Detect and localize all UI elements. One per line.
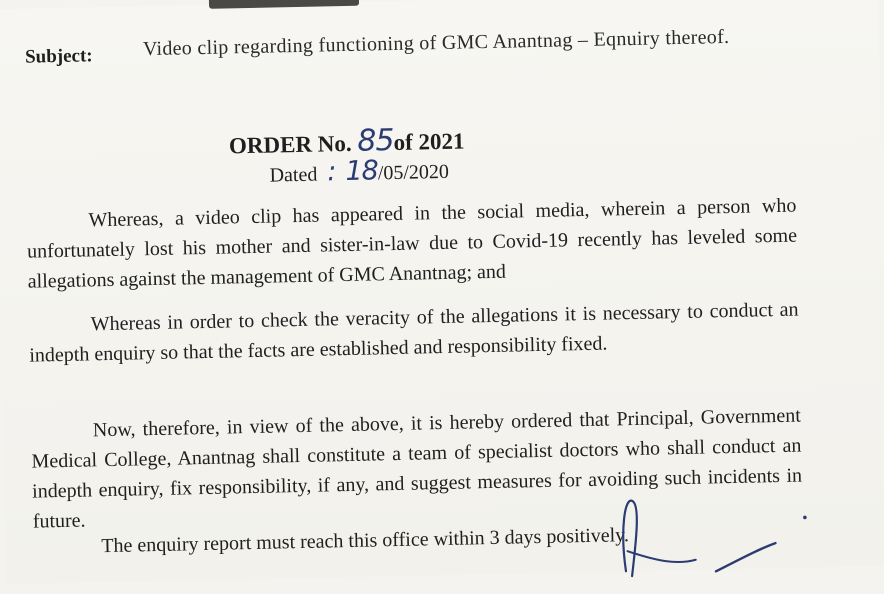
- paragraph-2: Whereas in order to check the veracity of the allegations it is necessary to conduct an indepth enquiry so that the facts are established and responsibility fixed.: [29, 298, 799, 367]
- dated-day-handwritten: 18: [345, 155, 379, 187]
- order-suffix: of 2021: [393, 128, 465, 155]
- paragraph-1: Whereas, a video clip has appeared in the social media, wherein a person who unfortunately lost his mother and sister-in-law due to Covid-19 recently has leveled some allegations against the management of GMC Anantnag; and: [26, 194, 798, 293]
- signature-scribble: [564, 487, 826, 582]
- subject-text: Video clip regarding functioning of GMC Anantnag – Eqnuiry thereof.: [142, 25, 730, 61]
- paragraph-4: The enquiry report must reach this office within 3 days positively.: [101, 524, 630, 558]
- paragraph-3: Now, therefore, in view of the above, it is hereby ordered that Principal, Government Medical College, Anantnag shall constitute a team of specialist doctors who shall conduct an indepth enquiry, fix responsibility, if any, and suggest measures for avoiding such incidents in future.: [31, 404, 803, 533]
- dated-line: [269, 154, 449, 189]
- order-prefix: ORDER No.: [228, 130, 352, 159]
- cropped-heading-remnant: [209, 0, 359, 9]
- dated-label: Dated: [269, 163, 318, 187]
- subject-label: Subject:: [24, 45, 93, 68]
- dated-rest: /05/2020: [377, 160, 450, 185]
- order-number-handwritten: 85: [356, 122, 394, 159]
- dated-colon: :: [326, 156, 336, 188]
